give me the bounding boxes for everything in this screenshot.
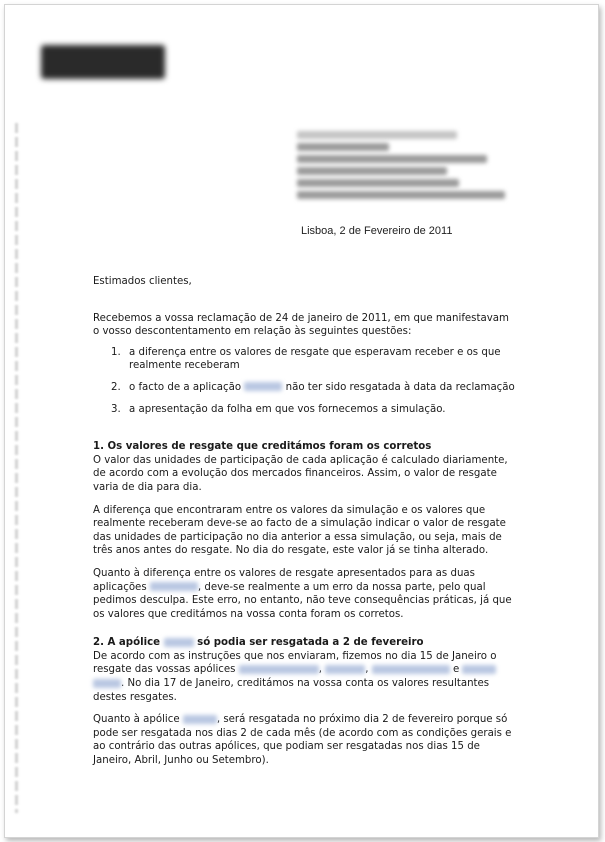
paragraph-text: Quanto à apólice	[93, 714, 180, 726]
redacted-name	[239, 665, 319, 674]
address-line	[297, 167, 447, 175]
list-text: a apresentação da folha em que vos fornecemos a simulação.	[129, 403, 446, 415]
document-page	[4, 4, 599, 838]
list-number: 3.	[111, 403, 121, 415]
list-text: o facto de a aplicação	[129, 381, 242, 393]
side-reference-mark	[15, 123, 18, 813]
paragraph-text: Quanto à diferença entre os valores de resgate apresentados para as duas aplicações	[93, 567, 475, 593]
intro-paragraph: Recebemos a vossa reclamação de 24 de janeiro de 2011, em que manifestavam o vosso descontentamento em relação às seguintes questões:	[93, 312, 509, 338]
list-item	[93, 381, 518, 395]
address-line	[297, 179, 459, 187]
letter-date: Lisboa, 2 de Fevereiro de 2011	[301, 225, 453, 237]
redacted-name	[372, 665, 450, 674]
section-2-paragraph	[93, 713, 518, 767]
list-text: não ter sido resgatada à data da reclamação	[285, 381, 515, 393]
address-line	[297, 131, 457, 139]
complaint-list	[93, 346, 518, 416]
redacted-name	[183, 715, 217, 724]
section-1-paragraph: A diferença que encontraram entre os valores da simulação e os valores que realmente receberam deve-se ao facto de a simulação indicar o valor de resgate das unidades de participação no dia anterior a essa simulação, ou seja, mais de três anos antes do resgate. No dia do resgate, este valor já se tinha alterado.	[93, 504, 506, 557]
paragraph-text: e	[452, 664, 460, 676]
redacted-name	[93, 679, 121, 688]
redacted-name	[462, 665, 496, 674]
list-number: 2.	[111, 381, 121, 393]
redacted-name	[244, 382, 282, 391]
title-text: só podia ser resgatada a 2 de fevereiro	[197, 637, 424, 649]
greeting: Estimados clientes,	[93, 276, 192, 287]
list-number: 1.	[111, 346, 121, 358]
section-2-paragraph	[93, 650, 518, 704]
paragraph-text: ,	[318, 664, 322, 676]
section-1-title: 1. Os valores de resgate que creditámos foram os corretos	[93, 441, 432, 453]
redacted-name	[150, 582, 198, 591]
company-logo	[41, 45, 165, 79]
address-line	[297, 191, 505, 199]
section-1-paragraph: O valor das unidades de participação de cada aplicação é calculado diariamente, de acordo com a evolução dos mercados financeiros. Assim, o valor de resgate varia de dia para dia.	[93, 454, 508, 493]
redacted-name	[164, 638, 194, 647]
title-text: 2. A apólice	[93, 637, 161, 649]
paragraph-text: De acordo com as instruções que nos enviaram, fizemos no dia 15 de Janeiro o resgate das vossas apólices	[93, 650, 497, 676]
section-2-title	[93, 636, 518, 650]
list-item	[93, 403, 518, 417]
address-line	[297, 155, 487, 163]
paragraph-text: ,	[365, 664, 369, 676]
list-text: a diferença entre os valores de resgate que esperavam receber e os que realmente receberam	[129, 346, 501, 372]
paragraph-text: . No dia 17 de Janeiro, creditámos na vossa conta os valores resultantes destes resgates.	[93, 678, 490, 703]
paragraph-text: , será resgatada no próximo dia 2 de fevereiro porque só pode ser resgatada nos dias 2 de cada mês (de acordo com as condições gerais e ao contrário das outras apólices, que podiam ser resgatadas nos dias 15 de Janeiro, Abril, Junho ou Setembro).	[93, 714, 512, 767]
paragraph-text: , deve-se realmente a um erro da nossa parte, pelo qual pedimos desculpa. Este erro, no entanto, não teve consequências práticas, já que os valores que creditámos na vossa conta foram os corretos.	[93, 581, 512, 620]
redacted-name	[325, 665, 365, 674]
section-1-paragraph	[93, 567, 518, 621]
address-line	[297, 143, 389, 151]
list-item	[93, 346, 518, 373]
recipient-address-block	[297, 131, 507, 203]
letter-body	[93, 275, 518, 777]
